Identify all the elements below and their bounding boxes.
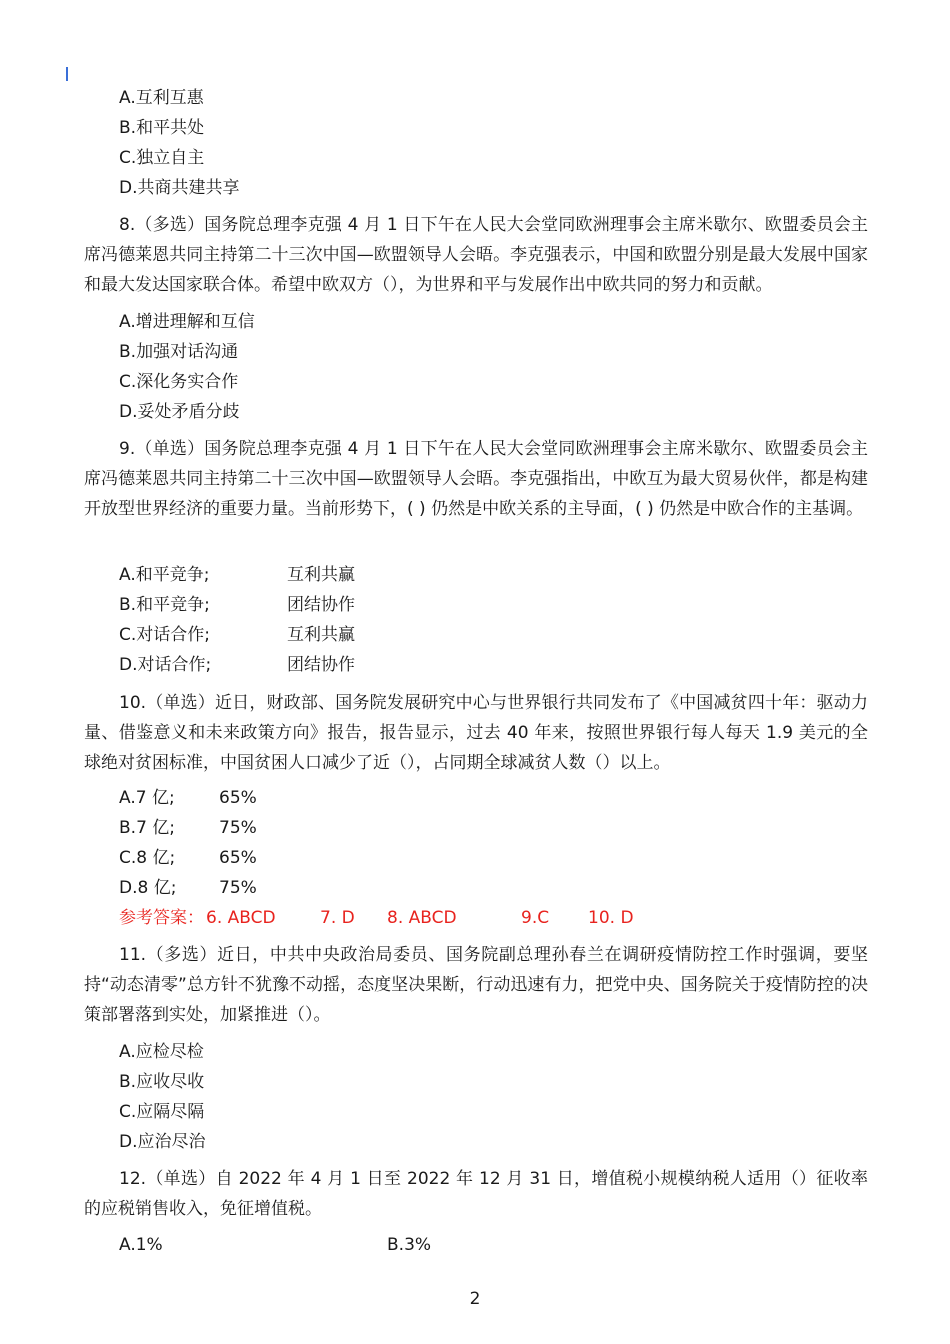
q11-option-a: A.应检尽检: [119, 1042, 204, 1062]
q10-option-d-second: 75%: [219, 878, 257, 898]
q10-option-a-first: A.7 亿;: [119, 788, 175, 808]
q11-option-c: C.应隔尽隔: [119, 1102, 205, 1122]
q7-option-c: C.独立自主: [119, 148, 205, 168]
q12-option-b: B.3%: [387, 1235, 432, 1255]
answer-item: 9.C: [521, 908, 550, 928]
q10-option-d: [119, 877, 257, 899]
q9-option-c-first: C.对话合作;: [119, 625, 211, 645]
q10-option-b-first: B.7 亿;: [119, 818, 176, 838]
q8-option-d: D.妥处矛盾分歧: [119, 402, 240, 422]
q10-option-c-first: C.8 亿;: [119, 848, 176, 868]
q8-question: 8.（多选）国务院总理李克强 4 月 1 日下午在人民大会堂同欧洲理事会主席米歇尔、欧盟委员会主席冯德莱恩共同主持第二十三次中国—欧盟领导人会晤。李克强表示，中国和欧盟分别是最大发展中国家和最大发达国家联合体。希望中欧双方（），为世界和平与发展作出中欧共同的努力和贡献。: [84, 215, 868, 295]
q10-option-a-second: 65%: [219, 788, 257, 808]
q9-option-b: [119, 594, 355, 616]
q11-option-b: B.应收尽收: [119, 1072, 205, 1092]
q8-option-c: C.深化务实合作: [119, 372, 239, 392]
q10-question: 10.（单选）近日，财政部、国务院发展研究中心与世界银行共同发布了《中国减贫四十年：驱动力量、借鉴意义和未来政策方向》报告，报告显示，过去 40 年来，按照世界银行每人每天 1.9 美元的全球绝对贫困标准，中国贫困人口减少了近（），占同期全球减贫人数（）以上。: [84, 693, 868, 773]
q7-option-b: B.和平共处: [119, 118, 205, 138]
q9-option-c: [119, 624, 355, 646]
q10-option-c-second: 65%: [219, 848, 257, 868]
q9-option-a-second: 互利共赢: [287, 565, 355, 585]
q12-question: 12.（单选）自 2022 年 4 月 1 日至 2022 年 12 月 31 日，增值税小规模纳税人适用（）征收率的应税销售收入，免征增值税。: [84, 1169, 868, 1219]
q7-option-a: A.互利互惠: [119, 88, 204, 108]
answer-item: 10. D: [588, 908, 634, 928]
q10-option-c: [119, 847, 257, 869]
q9-option-a-first: A.和平竞争;: [119, 565, 210, 585]
q9-option-b-second: 团结协作: [287, 595, 355, 615]
q9-option-c-second: 互利共赢: [287, 625, 355, 645]
q10-option-b: [119, 817, 257, 839]
q9-option-d-second: 团结协作: [287, 655, 355, 675]
q10-option-d-first: D.8 亿;: [119, 878, 177, 898]
q9-option-d-first: D.对话合作;: [119, 655, 212, 675]
q11-option-d: D.应治尽治: [119, 1132, 206, 1152]
q7-option-d: D.共商共建共享: [119, 178, 240, 198]
q12-options: [119, 1234, 432, 1256]
answer-label: 参考答案：: [119, 908, 204, 928]
answer-item: 8. ABCD: [387, 908, 457, 928]
q10-option-a: [119, 787, 257, 809]
q10-option-b-second: 75%: [219, 818, 257, 838]
q9-option-d: [119, 654, 355, 676]
answer-item: 6. ABCD: [206, 908, 276, 928]
q11-question: 11.（多选）近日，中共中央政治局委员、国务院副总理孙春兰在调研疫情防控工作时强调，要坚持“动态清零”总方针不犹豫不动摇，态度坚决果断，行动迅速有力，把党中央、国务院关于疫情防控的决策部署落到实处，加紧推进（）。: [84, 945, 868, 1025]
q9-option-a: [119, 564, 355, 586]
q12-option-a: A.1%: [119, 1235, 163, 1255]
answer-item: 7. D: [320, 908, 355, 928]
page-number: 2: [469, 1289, 481, 1309]
q8-option-b: B.加强对话沟通: [119, 342, 239, 362]
q9-question: 9.（单选）国务院总理李克强 4 月 1 日下午在人民大会堂同欧洲理事会主席米歇尔、欧盟委员会主席冯德莱恩共同主持第二十三次中国—欧盟领导人会晤。李克强指出，中欧互为最大贸易伙伴，都是构建开放型世界经济的重要力量。当前形势下，( ) 仍然是中欧关系的主导面，( ) 仍然是中欧合作的主基调。: [84, 439, 868, 519]
q8-option-a: A.增进理解和互信: [119, 312, 255, 332]
q9-option-b-first: B.和平竞争;: [119, 595, 210, 615]
text-cursor: [66, 67, 68, 81]
